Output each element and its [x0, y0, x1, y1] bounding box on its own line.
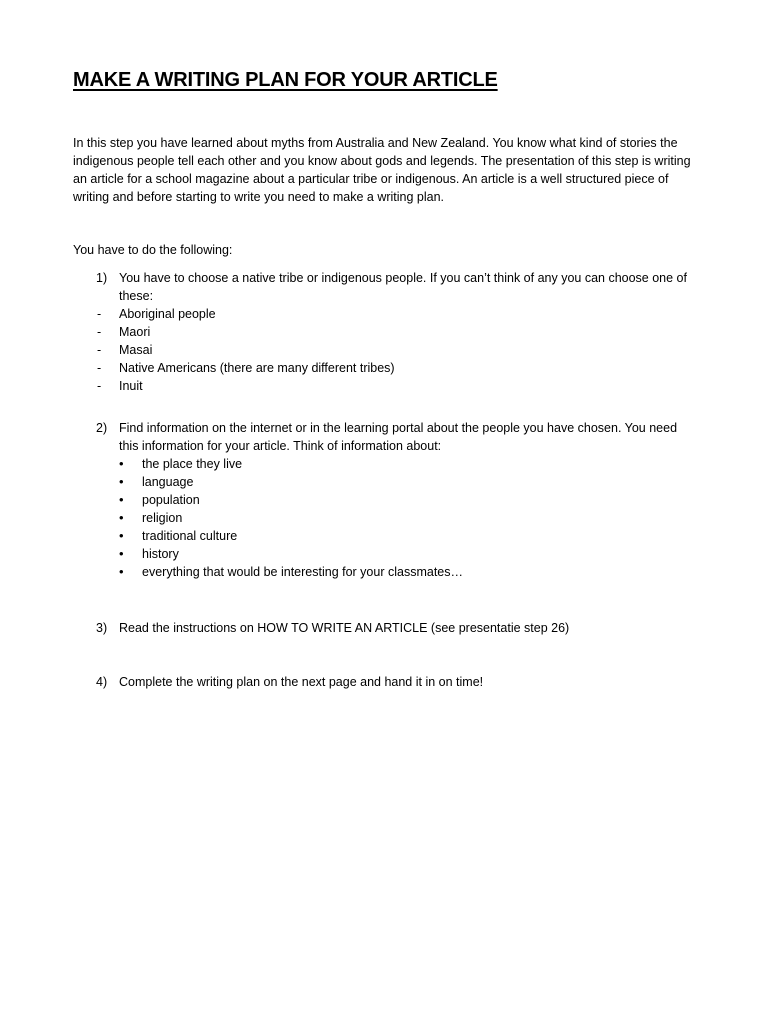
bullet-icon: • [119, 474, 124, 489]
bullet-icon: • [119, 492, 124, 507]
step-2-text: Find information on the internet or in the learning portal about the people you have chosen. You need this information for your article. Think of information about: [119, 421, 678, 453]
step-2 [73, 419, 698, 581]
bullet-icon: • [119, 510, 124, 525]
bullet-icon: • [119, 528, 124, 543]
step-2-row [73, 419, 698, 455]
dash-marker: - [97, 379, 102, 393]
step-3-number: 3) [96, 621, 108, 635]
dash-marker: - [97, 343, 102, 357]
info-topic: everything that would be interesting for your classmates… [142, 565, 463, 579]
tribe-option: Maori [119, 325, 151, 339]
tribe-option: Aboriginal people [119, 307, 216, 321]
dash-marker: - [97, 361, 102, 375]
list-item [73, 545, 698, 563]
tribe-options-list [73, 305, 698, 395]
tribe-option: Masai [119, 343, 153, 357]
step-2-number: 2) [96, 421, 108, 435]
list-item [73, 563, 698, 581]
dash-marker: - [97, 325, 102, 339]
list-item [73, 473, 698, 491]
step-1-number: 1) [96, 271, 108, 285]
list-item [73, 455, 698, 473]
info-topic: language [142, 475, 194, 489]
info-topic: the place they live [142, 457, 243, 471]
step-4 [73, 673, 698, 691]
info-topic: traditional culture [142, 529, 238, 543]
document-title: MAKE A WRITING PLAN FOR YOUR ARTICLE [73, 69, 498, 91]
step-4-row [73, 673, 698, 691]
list-item [73, 359, 698, 377]
step-3-text: Read the instructions on HOW TO WRITE AN ARTICLE (see presentatie step 26) [119, 621, 570, 635]
info-topics-list [73, 455, 698, 581]
tribe-option: Native Americans (there are many different tribes) [119, 361, 395, 375]
list-item [73, 341, 698, 359]
list-item [73, 527, 698, 545]
tribe-option: Inuit [119, 379, 143, 393]
step-4-number: 4) [96, 675, 108, 689]
info-topic: history [142, 547, 179, 561]
step-3 [73, 619, 698, 637]
instructions-lead: You have to do the following: [73, 243, 233, 257]
info-topic: population [142, 493, 200, 507]
list-item [73, 305, 698, 323]
list-item [73, 509, 698, 527]
step-3-row [73, 619, 698, 637]
step-4-text: Complete the writing plan on the next page and hand it in on time! [119, 675, 484, 689]
bullet-icon: • [119, 546, 124, 561]
dash-marker: - [97, 307, 102, 321]
step-1-text: You have to choose a native tribe or indigenous people. If you can’t think of any you can choose one of these: [119, 271, 687, 303]
step-1 [73, 269, 698, 395]
list-item [73, 377, 698, 395]
intro-paragraph: In this step you have learned about myths from Australia and New Zealand. You know what kind of stories the indigenous people tell each other and you know about gods and legends. The presentation of this step is writing an article for a school magazine about a particular tribe or indigenous. An article is a well structured piece of writing and before starting to write you need to make a writing plan. [73, 136, 691, 204]
bullet-icon: • [119, 564, 124, 579]
list-item [73, 323, 698, 341]
bullet-icon: • [119, 456, 124, 471]
step-1-row [73, 269, 698, 305]
list-item [73, 491, 698, 509]
info-topic: religion [142, 511, 183, 525]
